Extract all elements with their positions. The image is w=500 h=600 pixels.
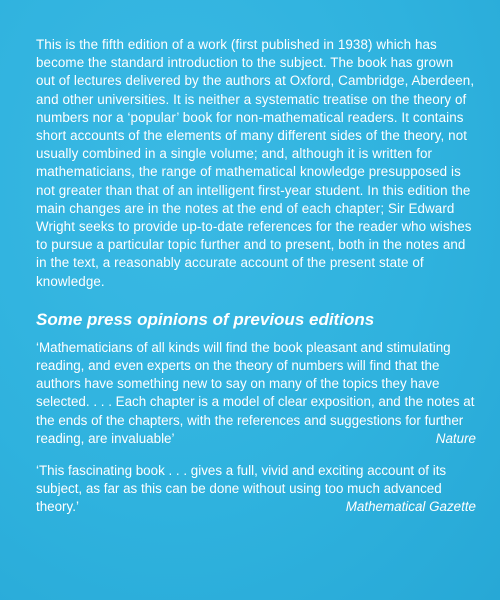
press-opinions-heading: Some press opinions of previous editions [36,309,375,329]
quote-nature [36,339,476,448]
quote-mathematical-gazette [36,462,476,517]
quote-text: ‘Mathematicians of all kinds will find the book pleasant and stimulating reading, and even experts on the theory of numbers will find that the authors have something new to say on many of the topics they have selected. . . . Each chapter is a model of clear exposition, and the notes at the ends of the chapters, with the references and suggestions for further reading, are invaluable’ [36,339,475,446]
quote-text: ‘This fascinating book . . . gives a full, vivid and exciting account of its subject, as far as this can be done without using too much advanced theory.’ [36,463,447,515]
quote-source: Nature [435,430,476,446]
book-description: This is the fifth edition of a work (first published in 1938) which has become the standard introduction to the subject. The book has grown out of lectures delivered by the authors at Oxford, Cambridge, Aberdeen, and other universities. It is neither a systematic treatise on the theory of numbers nor a ‘popular’ book for non-mathematical readers. It contains short accounts of the elements of many different sides of the theory, not usually combined in a single volume; and, although it is written for mathematicians, the range of mathematical knowledge presupposed is not greater than that of an intelligent first-year student. In this edition the main changes are in the notes at the end of each chapter; Sir Edward Wright seeks to provide up-to-date references for the reader who wishes to pursue a particular topic further and to present, both in the notes and in the text, a reasonably accurate account of the present state of knowledge. [36,37,475,289]
quote-source: Mathematical Gazette [345,499,476,515]
